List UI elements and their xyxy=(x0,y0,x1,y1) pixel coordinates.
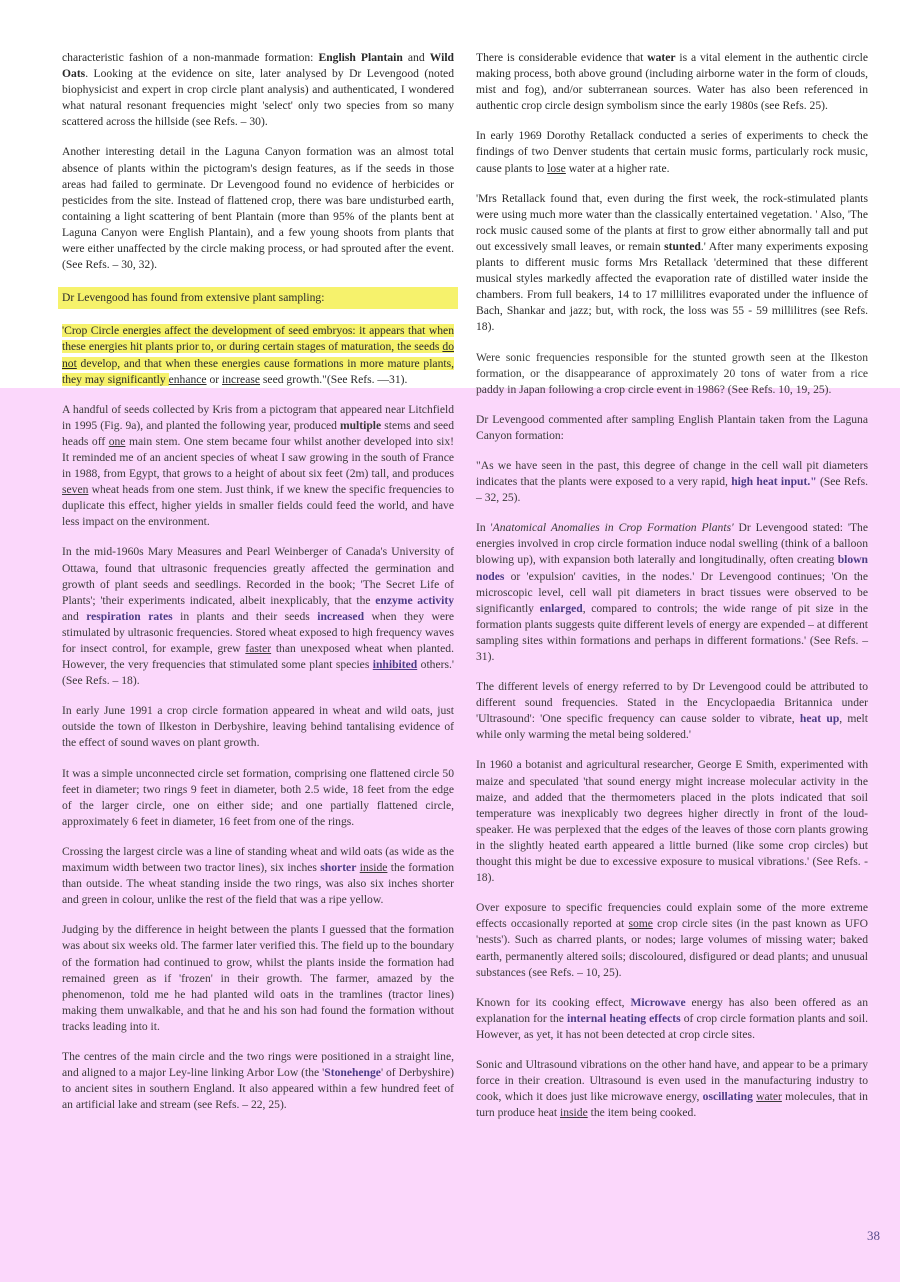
paragraph: In 'Anatomical Anomalies in Crop Formation Plants' Dr Levengood stated: 'The energies involved in crop circle formation induce nodal swelling (think of a balloon blowing up), with expansion both laterally and longitudinally, often creating blown nodes or 'expulsion' cavities, in the nodes.' Dr Levengood continues; 'On the microscopic level, cell wall pit diameters in bract tissues were observed to be significantly enlarged, compared to controls; the wide range of pit size in the formation plants suggests quite different levels of energy are expended – at different sampling sites within formations and perhaps in different formations.' (See Refs. – 31). xyxy=(476,521,868,663)
left-column xyxy=(62,50,454,1127)
highlighted-paragraph: Dr Levengood has found from extensive plant sampling: xyxy=(58,287,458,309)
paragraph: In early 1969 Dorothy Retallack conducted a series of experiments to check the findings of two Denver students that certain music forms, particularly rock music, cause plants to lose water at a higher rate. xyxy=(476,129,868,175)
paragraph: Sonic and Ultrasound vibrations on the other hand have, and appear to be a primary force in their creation. Ultrasound is even used in the manufacturing industry to cook, which it does just like microwave energy, oscillating water molecules, that in turn produce heat inside the item being cooked. xyxy=(476,1057,868,1120)
paragraph: Another interesting detail in the Laguna Canyon formation was an almost total absence of plants within the pictogram's design features, as if the seeds in those areas had failed to germinate. Dr Levengood found no evidence of herbicides or pesticides from the site. Instead of flattened crop, there was bare undisturbed earth, containing a light scattering of bent Plantain (more than 95% of the plants bent at Laguna Canyon were English Plantain), and a few young shoots from plants that were either unaffected by the circle making process, or had sprouted after the event. (See Refs. – 30, 32). xyxy=(62,145,454,272)
paragraph: characteristic fashion of a non-manmade formation: English Plantain and Wild Oats. Looking at the evidence on site, later analysed by Dr Levengood (noted biophysicist and expert in crop circle plant analysis) and authenticated, I wondered what natural resonant frequencies might 'select' only two species from so many scattered across the hillside (see Refs. – 30). xyxy=(62,51,454,129)
quote-paragraph: 'Crop Circle energies affect the development of seed embryos: it appears that when these energies hit plants prior to, or during certain stages of maturation, the seeds do not develop, and that when these energies cause formations in more mature plants, they may significantly enhance or increase seed growth."(See Refs. —31). xyxy=(62,324,454,386)
paragraph: Judging by the difference in height between the plants I guessed that the formation was about six weeks old. The farmer later verified this. The field up to the boundary of the formation had continued to grow, whilst the plants inside the formation had remained green as if 'frozen' in their growth. The farmer, amazed by the phenomenon, told me he had planted wild oats in the tramlines (tractor lines) making them unwalkable, and that he and his son had found the formation without tracks leading into it. xyxy=(62,923,454,1033)
paragraph: In early June 1991 a crop circle formation appeared in wheat and wild oats, just outside the town of Ilkeston in Derbyshire, leaving behind tantalising evidence of the effect of sound waves on plant growth. xyxy=(62,704,454,750)
paragraph: In the mid-1960s Mary Measures and Pearl Weinberger of Canada's University of Ottawa, found that ultrasonic frequencies greatly affected the germination and growth of plant seeds and seedlings. Recorded in the book; 'The Secret Life of Plants'; 'their experiments indicated, albeit inexplicably, that the enzyme activity and respiration rates in plants and their seeds increased when they were stimulated by ultrasonic frequencies. Stored wheat exposed to high frequency waves for insect control, for example, grew faster than unexposed wheat when planted. However, the very frequencies that stimulated some plant species inhibited others.' (See Refs. – 18). xyxy=(62,545,454,688)
quote-paragraph: "As we have seen in the past, this degree of change in the cell wall pit diameters indicates that the plants were exposed to a very rapid, high heat input." (See Refs. – 32, 25). xyxy=(476,458,868,505)
paragraph: 'Mrs Retallack found that, even during the first week, the rock-stimulated plants were using much more water than the classically entertained vegetation. ' Also, 'The rock music caused some of the plants at first to grow either abnormally tall and put out excessively small leaves, or remain stunted.' After many experiments exposing plants to different music forms Mrs Retallack 'determined that these different musical styles markedly affected the evaporation rate of distilled water inside the chambers. From full beakers, 14 to 17 millilitres evaporated under the influence of Bach, Shankar and jazz; but, with rock, the loss was 55 - 59 millilitres (see Refs. 18). xyxy=(476,191,868,334)
paragraph: Crossing the largest circle was a line of standing wheat and wild oats (as wide as the maximum width between two tractor lines), six inches shorter inside the formation than outside. The wheat standing inside the two rings, was also six inches shorter and green in colour, unlike the rest of the field that was a ripe yellow. xyxy=(62,844,455,907)
paragraph: The different levels of energy referred to by Dr Levengood could be attributed to different sound frequencies. Stated in the Encyclopaedia Britannica under 'Ultrasound': 'One specific frequency can cause solder to vibrate, heat up, melt while only warming the metal being soldered.' xyxy=(476,680,868,742)
paragraph: In 1960 a botanist and agricultural researcher, George E Smith, experimented with maize and speculated 'that sound energy might increase molecular activity in the maize, and added that the thermometers placed in the plots indicated that soil temperature was inexplicably two degrees higher directly in front of the loud-speaker. He was perplexed that the edges of the leaves of those corn plants growing in the slightly heated earth appeared a little burned (like some crop circles) but thought this might be due to excessive exposure to musical vibrations.' (See Refs. - 18). xyxy=(476,758,868,885)
page-number: 38 xyxy=(867,1228,880,1243)
right-column xyxy=(476,50,868,1135)
paragraph: Known for its cooking effect, Microwave energy has also been offered as an explanation for the internal heating effects of crop circle formation plants and soil. However, as yet, it has not been detected at crop circle sites. xyxy=(476,995,868,1041)
paragraph: A handful of seeds collected by Kris from a pictogram that appeared near Litchfield in 1995 (Fig. 9a), and planted the following year, produced multiple stems and seed heads off one main stem. One stem became four whilst another developed into six! It reminded me of an ancient species of wheat I saw growing in the south of France in 1988, from Egypt, that grows to a height of about six feet (2m) tall, and produces seven wheat heads from one stem. Just think, if we knew the specific frequencies to duplicate this effect, higher yields in smaller fields could feed the world, and have less impact on the environment. xyxy=(62,402,454,529)
paragraph: Were sonic frequencies responsible for the stunted growth seen at the Ilkeston formation, or the disappearance of approximately 20 tons of water from a rice paddy in Japan following a crop circle event in 1986? (See Refs. 10, 19, 25). xyxy=(476,350,868,396)
paragraph: There is considerable evidence that water is a vital element in the authentic circle making process, both above ground (including airborne water in the form of clouds, mist and fog), and/or subterranean sources. Water has also been referenced in authentic crop circle design symbolism since the early 1980s (see Refs. 25). xyxy=(476,51,868,113)
paragraph: The centres of the main circle and the two rings were positioned in a straight line, and aligned to a major Ley-line linking Arbor Low (the 'Stonehenge' of Derbyshire) to ancient sites in southern England. It also appeared within a few hundred feet of an artificial lake and stream (see Refs. – 22, 25). xyxy=(62,1049,454,1112)
paragraph: Over exposure to specific frequencies could explain some of the more extreme effects occasionally reported at some crop circle sites (in the past known as UFO 'nests'). Such as charred plants, or nodes; large volumes of missing water; baked earth, permanently altered soils; discoloured, disfigured or dead plants; and unusual substances (see Refs. – 10, 25). xyxy=(476,901,868,979)
paragraph: It was a simple unconnected circle set formation, comprising one flattened circle 50 feet in diameter; two rings 9 feet in diameter, both 2.5 wide, 18 feet from the edge of the larger circle, one on either side; and one partially flattened circle, approximately 6 feet in diameter, 16 feet from one of the rings. xyxy=(62,766,454,828)
paragraph: Dr Levengood commented after sampling English Plantain taken from the Laguna Canyon formation: xyxy=(476,412,868,442)
